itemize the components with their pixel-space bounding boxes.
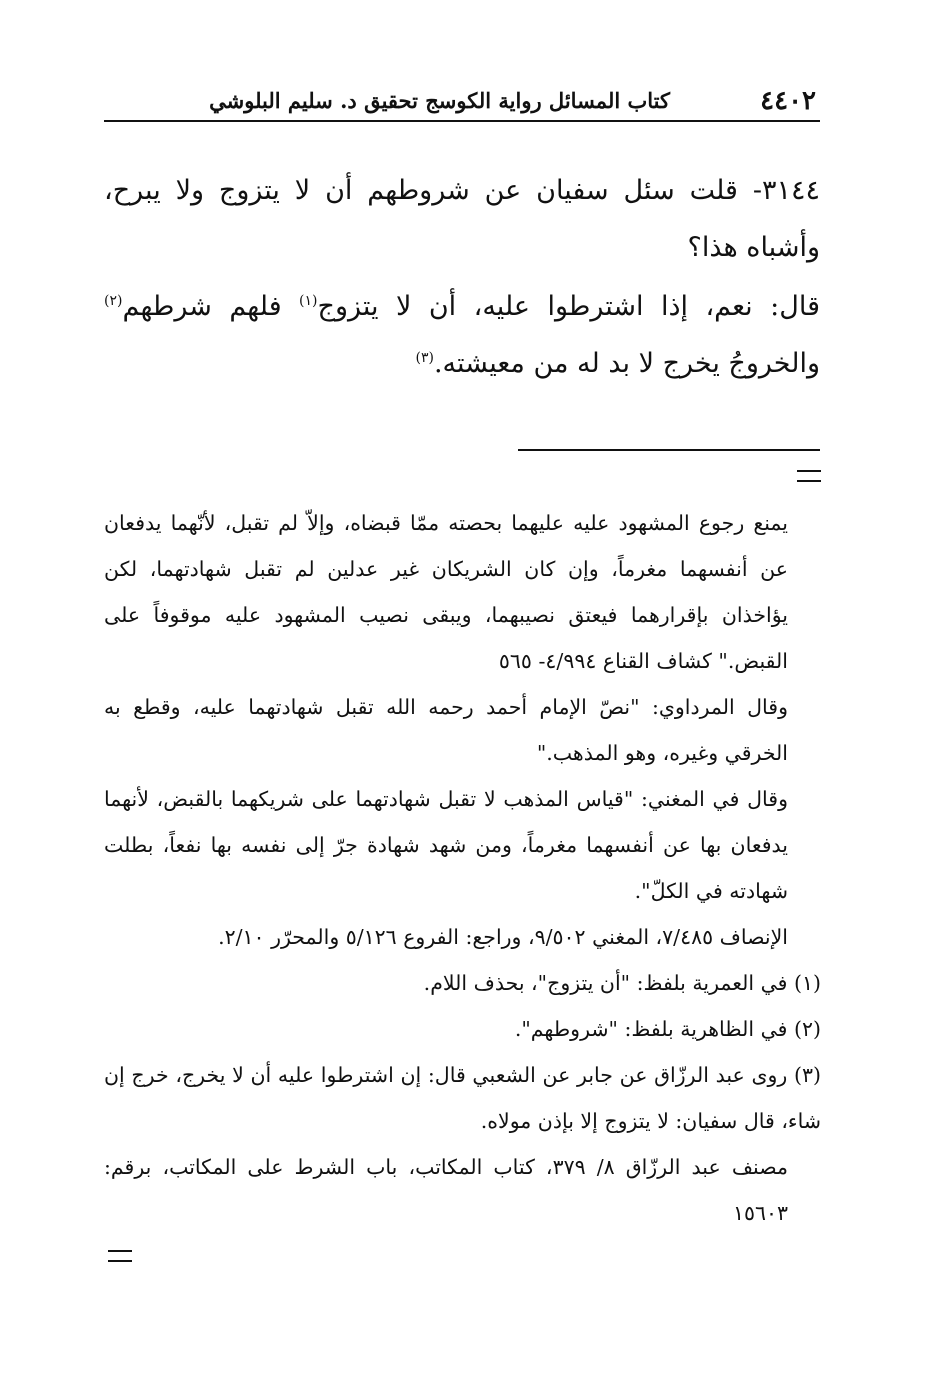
footnote-ref-3[interactable]: (٣)	[415, 350, 434, 366]
page-number: ٤٤٠٢	[760, 86, 816, 116]
page-header	[104, 84, 820, 122]
question-text: قلت سئل سفيان عن شروطهم أن لا يتزوج ولا يبرح، وأشباه هذا؟	[104, 175, 820, 263]
continuation-mark-top	[797, 470, 821, 482]
footnote-3: (٣) روى عبد الرزّاق عن جابر عن الشعبي قال: إن اشترطوا عليه أن لا يخرج، خرج إن شاء، قال سفيان: لا يتزوج إلا بإذن مولاه.	[104, 1063, 821, 1133]
answer-text-3: والخروجُ يخرج لا بد له من معيشته.	[433, 348, 820, 379]
footnote-3-source: مصنف عبد الرزّاق ٨/ ٣٧٩، كتاب المكاتب، باب الشرط على المكاتب، برقم: ١٥٦٠٣	[104, 1155, 788, 1225]
footnotes-section	[104, 500, 821, 1236]
footnote-ref-2[interactable]: (٢)	[104, 293, 123, 309]
footnote-ref-1[interactable]: (١)	[299, 293, 318, 309]
footnote-separator	[518, 449, 820, 451]
answer-paragraph	[104, 278, 820, 392]
answer-text-2: فلهم شرطهم	[122, 291, 300, 322]
footnote-mardawi-quote: وقال المرداوي: "نصّ الإمام أحمد رحمه الله تقبل شهادتهما عليه، وقطع به الخرقي وغيره، وهو المذهب."	[104, 695, 788, 765]
question-paragraph	[104, 162, 820, 276]
footnote-mughni-quote: وقال في المغني: "قياس المذهب لا تقبل شهادتهما على شريكهما بالقبض، لأنهما يدفعان بها عن أنفسهما مغرماً، ومن شهد شهادة جرّ إلى نفسه بها نفعاً، بطلت شهادته في الكلّ".	[104, 787, 788, 903]
footnote-continuation: يمنع رجوع المشهود عليه عليهما بحصته ممّا قبضاه، وإلاّ لم تقبل، لأنّهما يدفعان عن أنفسهما مغرماً، وإن كان الشريكان غير عدلين لم تقبل شهادتهما، لكن يؤاخذان بإقرارهما فيعتق نصيبهما، ويبقى نصيب المشهود عليه موقوفاً على القبض." كشاف القناع ٤/٩٩٤- ٥٦٥	[104, 511, 788, 673]
main-text	[104, 162, 820, 392]
answer-text-1: قال: نعم، إذا اشترطوا عليه، أن لا يتزوج	[317, 291, 820, 322]
continuation-mark-bottom	[108, 1250, 132, 1262]
book-title: كتاب المسائل رواية الكوسج تحقيق د. سليم البلوشي	[209, 88, 670, 113]
footnote-2: (٢) في الظاهرية بلفظ: "شروطهم".	[514, 1017, 821, 1041]
footnote-references: الإنصاف ٧/٤٨٥، المغني ٩/٥٠٢، وراجع: الفروع ٥/١٢٦ والمحرّر ٢/١٠.	[218, 925, 788, 949]
footnote-1: (١) في العمرية بلفظ: "أن يتزوج"، بحذف اللام.	[423, 971, 821, 995]
question-number: ٣١٤٤-	[752, 175, 820, 206]
